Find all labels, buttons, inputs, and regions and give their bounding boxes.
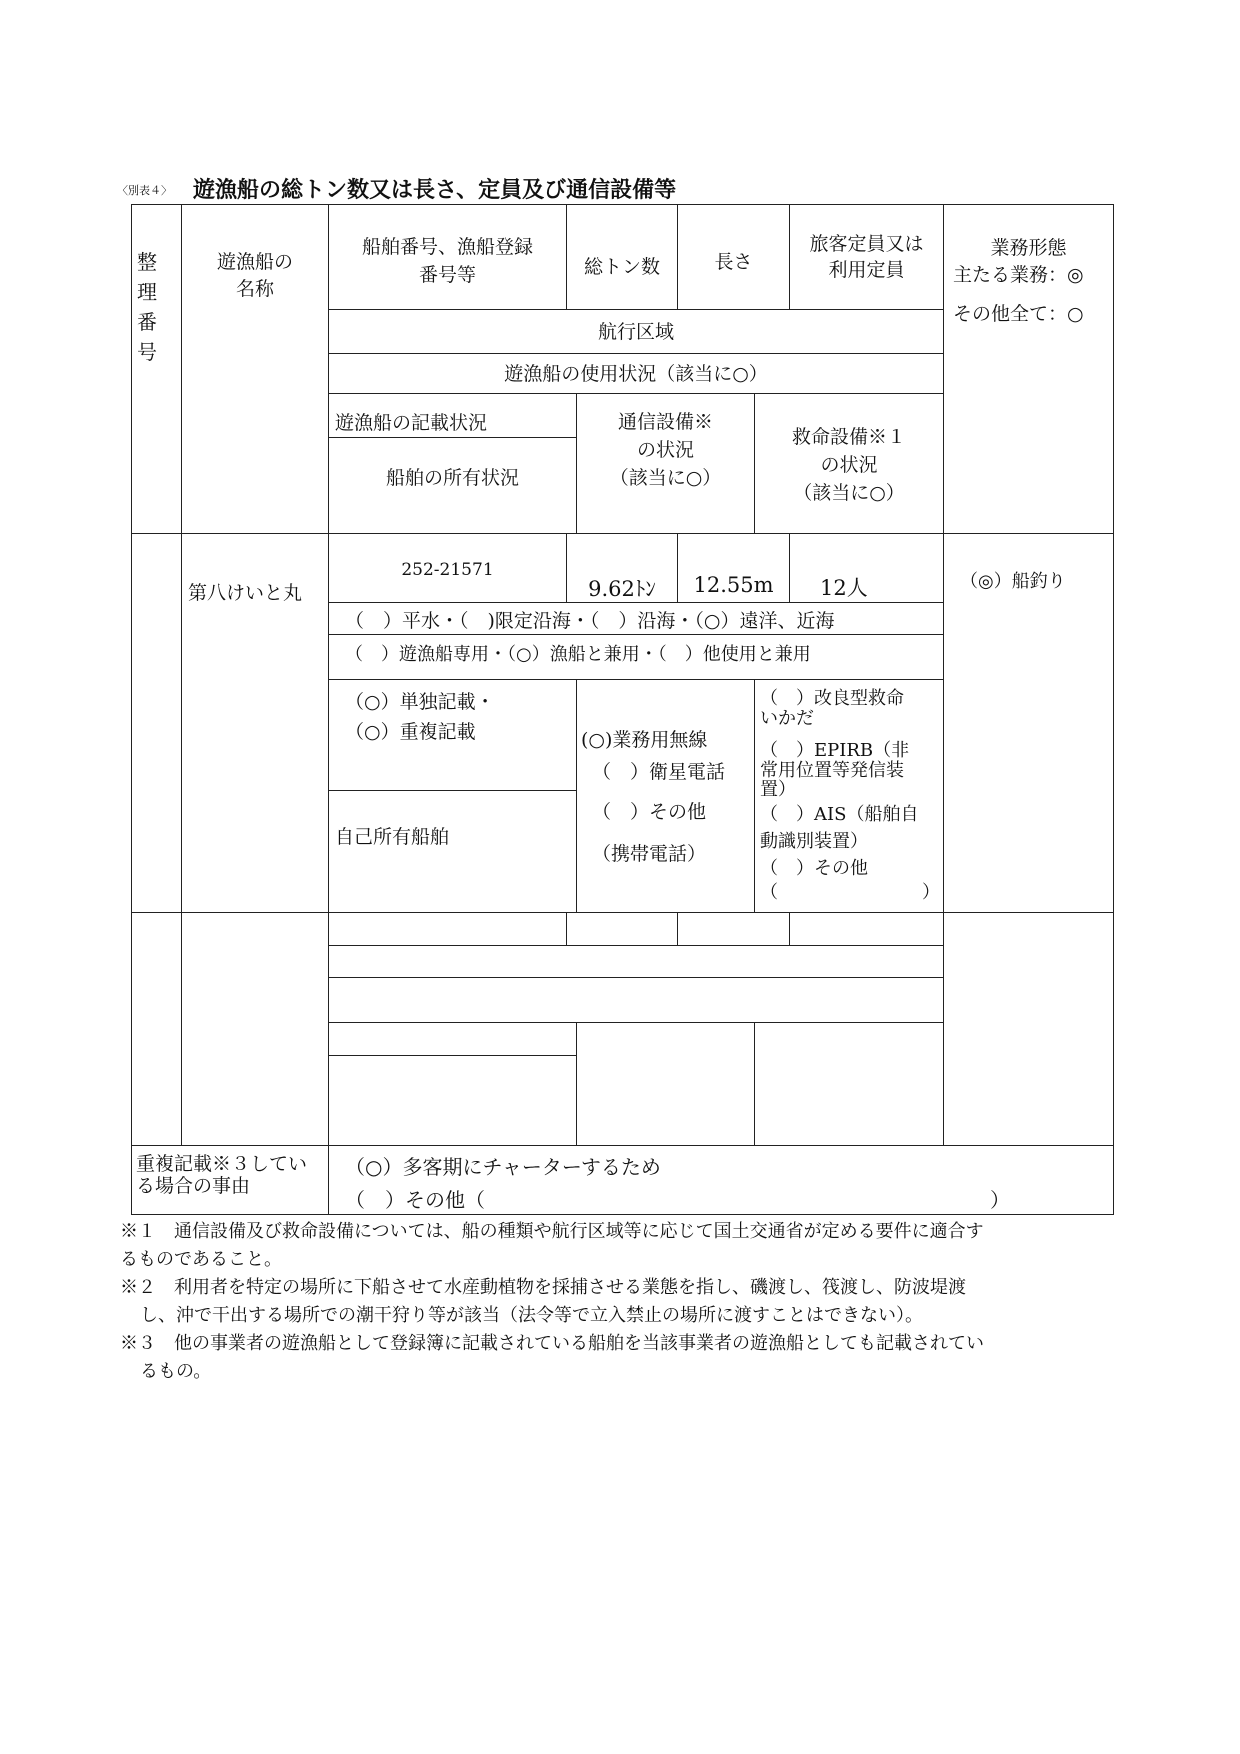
duplicate-option-2: （ ）その他（	[345, 1188, 485, 1212]
header-rescue-line3: （該当に○）	[793, 482, 905, 504]
header-owner: 船舶の所有状況	[385, 467, 519, 489]
entry-rescue-line7: 動識別装置）	[760, 831, 868, 852]
entry-rescue-line9: （ ）	[760, 882, 940, 903]
entry-length: 12.55m	[693, 573, 774, 597]
note-2-line2: し、沖で干出する場所での潮干狩り等が該当（法令等で立入禁止の場所に渡すことはできない）。	[140, 1305, 923, 1326]
blank-ship-name-cell[interactable]	[182, 913, 328, 1145]
entry-usage: （ ）遊漁船専用・（○）漁船と兼用・（ ）他使用と兼用	[345, 644, 811, 665]
duplicate-label-line1: 重複記載※３してい	[136, 1153, 308, 1175]
entry-tonnage: 9.62ﾄﾝ	[588, 577, 656, 601]
entry-record-line2: （○）重複記載	[345, 721, 476, 743]
header-name-line2: 名称	[235, 278, 274, 300]
entry-business: （◎）船釣り	[960, 571, 1066, 592]
header-record: 遊漁船の記載状況	[335, 412, 488, 434]
entry-rescue-line8: （ ）その他	[760, 858, 868, 879]
entry-comm-line3: （ ）その他	[592, 801, 707, 823]
entry-comm-line4: （携帯電話）	[592, 843, 707, 865]
entry-rescue-line4: 常用位置等発信装	[760, 760, 904, 781]
entry-comm-line2: （ ）衛星電話	[592, 761, 726, 783]
header-name-line1: 遊漁船の	[216, 251, 293, 273]
entry-owner: 自己所有船舶	[335, 826, 450, 848]
entry-rescue-line2: いかだ	[760, 708, 814, 729]
entry-comm-line1: (○)業務用無線	[581, 729, 708, 751]
entry-capacity: 12人	[820, 576, 868, 600]
header-capacity-line2: 利用定員	[828, 259, 905, 281]
header-comm-line2: の状況	[636, 439, 694, 461]
header-rescue-line2: の状況	[820, 454, 878, 476]
header-comm-line3: （該当に○）	[609, 467, 722, 489]
entry-ship-name: 第八けいと丸	[188, 582, 303, 604]
annex-tag: 〈別表４〉	[117, 184, 172, 197]
note-3-line1: ※３ 他の事業者の遊漁船として登録簿に記載されている船舶を当該事業者の遊漁船としても記載されてい	[120, 1333, 984, 1354]
duplicate-label-line2: る場合の事由	[136, 1175, 251, 1197]
header-tonnage: 総トン数	[583, 256, 660, 278]
note-3-line2: るもの。	[140, 1361, 212, 1382]
header-capacity-line1: 旅客定員又は	[809, 233, 924, 255]
header-reg-line2: 番号等	[418, 264, 476, 286]
duplicate-option-1: （○）多客期にチャーターするため	[345, 1155, 661, 1179]
entry-area: （ ）平水・（ )限定沿海・（ ）沿海・（○）遠洋、近海	[345, 610, 835, 632]
entry-rescue-line5: 置）	[760, 779, 796, 800]
header-business-line2: 主たる業務：◎	[953, 264, 1084, 286]
entry-rescue-line6: （ ）AIS（船舶自	[760, 804, 919, 825]
header-length: 長さ	[714, 251, 753, 273]
header-comm-line1: 通信設備※	[617, 411, 713, 433]
entry-reg-no: 252-21571	[401, 560, 494, 580]
header-reg-line1: 船舶番号、漁船登録	[361, 236, 533, 258]
duplicate-option-2-close: ）	[990, 1188, 1010, 1212]
entry-rescue-line1: （ ）改良型救命	[760, 688, 904, 709]
header-business-line1: 業務形態	[990, 237, 1067, 259]
header-area: 航行区域	[597, 321, 674, 343]
header-rescue-line1: 救命設備※１	[791, 426, 906, 448]
note-1-line2: るものであること。	[120, 1249, 282, 1270]
header-usage: 遊漁船の使用状況（該当に○）	[504, 363, 768, 385]
page-title: 遊漁船の総トン数又は長さ、定員及び通信設備等	[193, 178, 677, 203]
note-1-line1: ※１ 通信設備及び救命設備については、船の種類や航行区域等に応じて国土交通省が定める要件に適合す	[120, 1221, 984, 1242]
entry-rescue-line3: （ ）EPIRB（非	[760, 740, 910, 761]
header-business-line3: その他全て：○	[953, 303, 1084, 325]
note-2-line1: ※２ 利用者を特定の場所に下船させて水産動植物を採捕させる業態を指し、磯渡し、筏渡し、防波堤渡	[120, 1277, 966, 1298]
header-seiri-bango: 整理番号	[137, 250, 157, 364]
entry-record-line1: （○）単独記載・	[345, 691, 495, 713]
